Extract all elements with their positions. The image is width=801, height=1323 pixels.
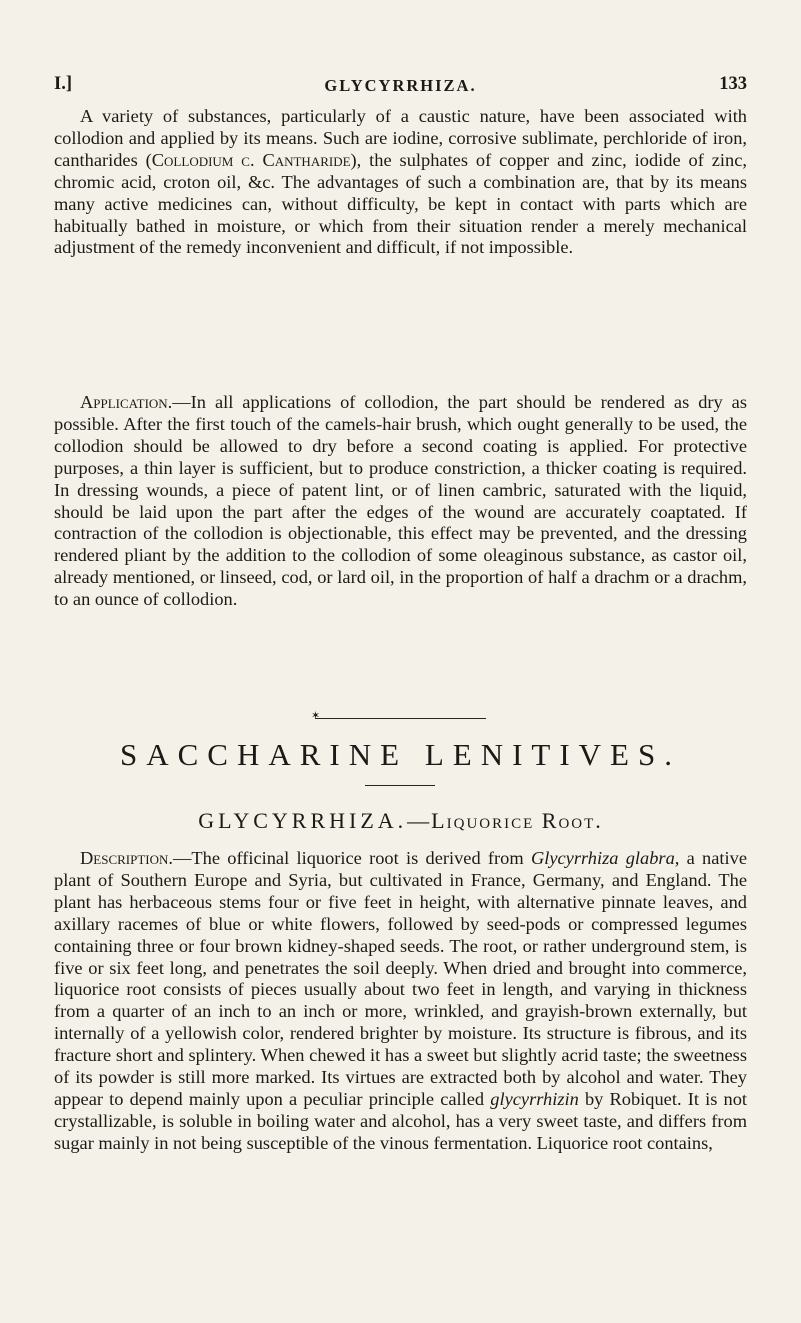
para1-text-a: A variety of substances, particularly of a caustic nature, have been associated with collodion and applied by its means. Such are iodine, corrosive sublimate, perchloride of iron, cantharides ( <box>54 106 747 170</box>
section-divider <box>365 785 435 786</box>
running-title: GLYCYRRHIZA. <box>324 76 477 95</box>
paragraph-description <box>54 848 747 1155</box>
entry-title <box>54 808 747 834</box>
description-text-b: , a native plant of Southern Europe and Syria, but cultivated in France, Germany, and England. The plant has herbaceous stems four or five feet in height, with alternative pinnate leaves, and axillary racemes of blue or white flowers, followed by seed-pods or compressed legumes containing three or four brown kidney-shaped seeds. The root, or rather underground stem, is five or six feet long, and penetrates the soil deeply. When dried and brought into commerce, liquorice root consists of pieces usually about two feet in length, and varying in thickness from a quarter of an inch to an inch or more, wrinkled, and grayish-brown externally, but internally of a yellowish color, rendered brighter by moisture. Its structure is fibrous, and its fracture short and splintery. When chewed it has a sweet but slightly acrid taste; the sweetness of its powder is still more marked. Its virtues are extracted both by alcohol and water. They appear to depend mainly upon a peculiar principle called <box>54 848 747 1109</box>
description-text-a: —The officinal liquorice root is derived from <box>173 848 531 868</box>
paragraph-application <box>54 392 747 611</box>
page-header <box>54 74 747 100</box>
para1-text-b: ), the sulphates of copper and zinc, iodide of zinc, chromic acid, croton oil, &c. The advantages of such a combination are, that by its means many active medicines can, without difficulty, be kept in contact with parts which are habitually bathed in moisture, or which from their situation render a merely mechanical adjustment of the remedy inconvenient and difficult, if not impossible. <box>54 149 747 258</box>
description-heading: Description. <box>80 848 173 868</box>
ornamental-rule <box>311 710 486 722</box>
entry-title-main: GLYCYRRHIZA. <box>198 808 408 833</box>
description-italic-a: Glycyrrhiza glabra <box>530 848 675 868</box>
page-number: 133 <box>719 74 747 94</box>
description-text-c: by Robiquet. It is not crystallizable, is soluble in boiling water and alcohol, has a very sweet taste, and differs from sugar mainly in not being susceptible of the vinous fermentation. Liquorice root contains, <box>54 1088 747 1153</box>
section-marker: I.] <box>54 74 72 94</box>
application-heading: Application. <box>80 392 173 412</box>
section-title: SACCHARINE LENITIVES. <box>120 737 681 772</box>
para1-smallcaps: Collodium c. Cantharide <box>151 149 351 170</box>
rule-star-glyph: ✶ <box>311 710 321 722</box>
entry-title-rest: —Liquorice Root. <box>407 808 603 833</box>
paragraph-collodion-combinations <box>54 106 747 259</box>
application-text: —In all applications of collodion, the part should be rendered as dry as possible. After the first touch of the camels-hair brush, which ought generally to be used, the collodion should be allowed to dry before a second coating is applied. For protective purposes, a thin layer is sufficient, but to produce constriction, a thicker coating is required. In dressing wounds, a piece of patent lint, or of linen cambric, saturated with the liquid, should be laid upon the part after the edges of the wound are accurately coaptated. If contraction of the collodion is objectionable, this effect may be prevented, and the dressing rendered pliant by the addition to the collodion of some oleaginous substance, as castor oil, already mentioned, or linseed, cod, or lard oil, in the proportion of half a drachm or a drachm, to an ounce of collodion. <box>54 392 747 610</box>
description-italic-b: glycyrrhizin <box>490 1088 579 1109</box>
